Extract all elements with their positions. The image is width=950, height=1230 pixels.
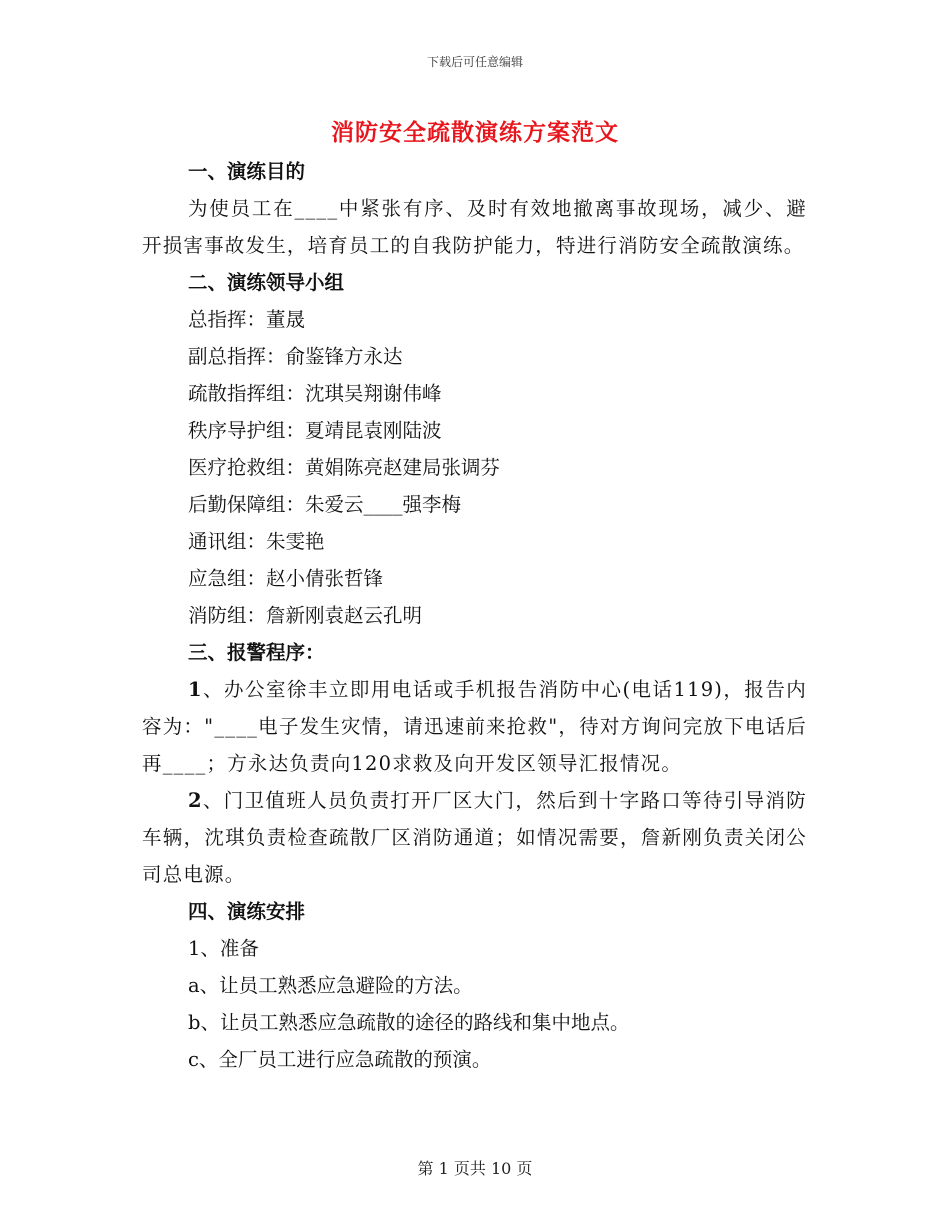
paragraph-text: 、办公室徐丰立即用电话或手机报告消防中心(电话119)，报告内容为："____电子发生灾情，请迅速前来抢救"，待对方询问完放下电话后再____；方永达负责向120求救及向开发区领导汇报情况。: [142, 678, 807, 775]
paragraph-alarm-1: [142, 671, 807, 782]
paragraph-number: 2: [188, 789, 203, 812]
paragraph-purpose: 为使员工在____中紧张有序、及时有效地撤离事故现场，减少、避开损害事故发生，培育员工的自我防护能力，特进行消防安全疏散演练。: [142, 197, 807, 257]
header-note: 下载后可任意编辑: [426, 55, 523, 69]
paragraph-number: 1: [188, 678, 203, 701]
list-item: 后勤保障组：朱爱云____强李梅: [188, 493, 462, 516]
list-item: 秩序导护组：夏靖昆袁刚陆波: [188, 419, 442, 442]
list-item: 消防组：詹新刚袁赵云孔明: [188, 604, 423, 627]
list-item: c、全厂员工进行应急疏散的预演。: [188, 1048, 492, 1071]
document-body: [142, 153, 807, 1078]
page-indicator: 第 1 页共 10 页: [417, 1159, 533, 1178]
list-item: 应急组：赵小倩张哲锋: [188, 567, 384, 590]
paragraph-text: 、门卫值班人员负责打开厂区大门，然后到十字路口等待引导消防车辆，沈琪负责检查疏散厂区消防通道；如情况需要，詹新刚负责关闭公司总电源。: [142, 789, 807, 886]
list-item: 副总指挥：俞鉴锋方永达: [188, 345, 403, 368]
list-item: 通讯组：朱雯艳: [188, 530, 325, 553]
list-item: b、让员工熟悉应急疏散的途径的路线和集中地点。: [188, 1011, 630, 1034]
section-heading-alarm: 三、报警程序：: [188, 641, 325, 664]
section-heading-arrangement: 四、演练安排: [188, 900, 306, 923]
document-title: 消防安全疏散演练方案范文: [331, 119, 619, 146]
section-heading-purpose: 一、演练目的: [188, 160, 306, 183]
paragraph-alarm-2: [142, 782, 807, 893]
list-item: 疏散指挥组：沈琪吴翔谢伟峰: [188, 382, 442, 405]
list-item: a、让员工熟悉应急避险的方法。: [188, 974, 473, 997]
list-item: 总指挥：董晟: [188, 308, 306, 331]
section-heading-leadership: 二、演练领导小组: [188, 271, 345, 294]
list-item: 1、准备: [188, 937, 259, 960]
list-item: 医疗抢救组：黄娟陈亮赵建局张调芬: [188, 456, 501, 479]
